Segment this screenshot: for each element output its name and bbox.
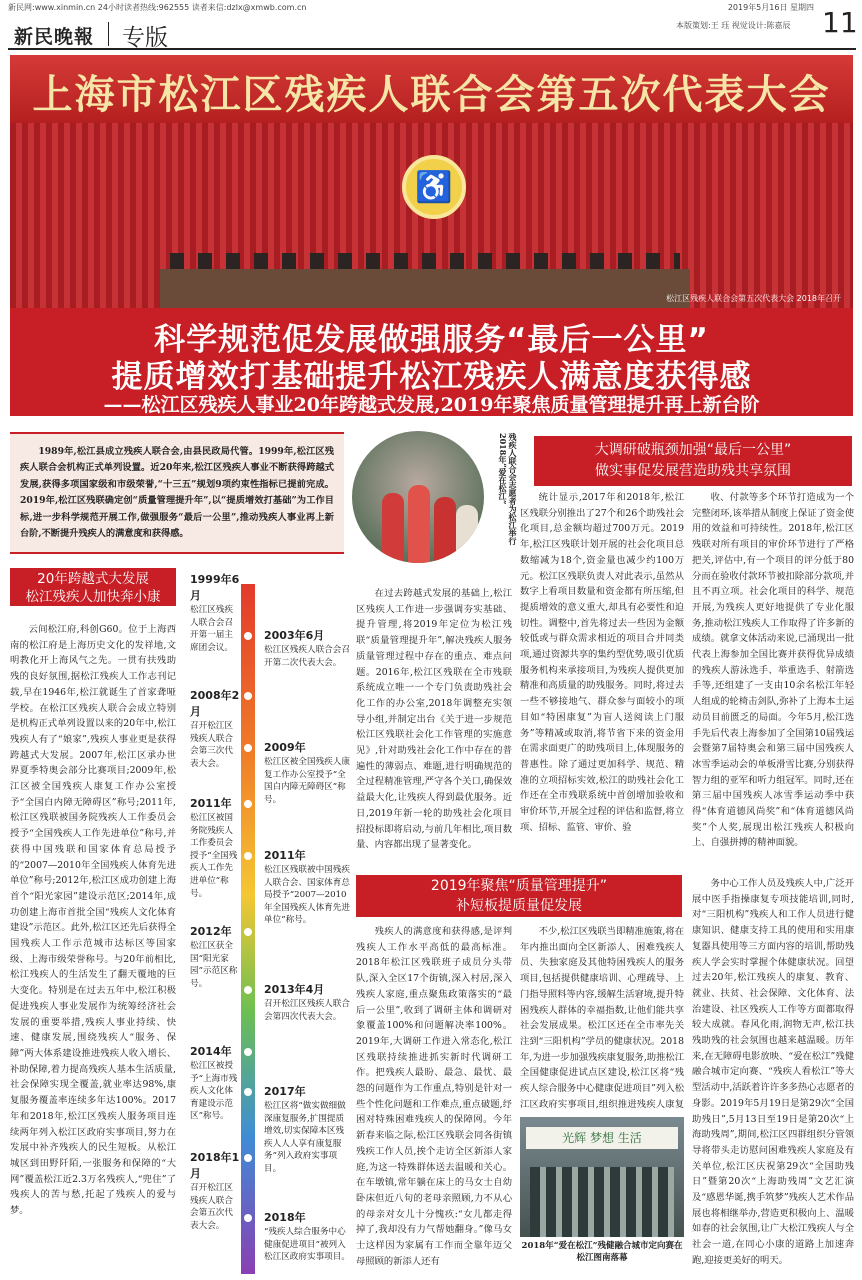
timeline-text: 松江区残疾人联合会召开第一届主席团会议。 xyxy=(190,605,233,653)
orienteering-photo xyxy=(520,1117,684,1237)
topbar-left: 新民网:www.xinmin.cn 24小时读者热线:962555 读者来信:dzlx@xmwb.com.cn xyxy=(8,3,307,12)
timeline-entry xyxy=(190,924,240,990)
intro-summary: 1989年,松江县成立残疾人联合会,由县民政局代管。1999年,松江区残疾人联合会机构正式单列设置。近20年来,松江区残疾人事业不断获得跨越式发展,获得多项国家级和市级荣誉,“十三五”规划9项约束性指标已提前完成。2019年,松江区残联确定创“质量管理提升年”,以“提质增效打基础”为工作目标,进一步科学规范开展工作,做强服务“最后一公里”,推动残疾人事业再上新台阶,不断提升残疾人的满意度和获得感。 xyxy=(10,432,344,554)
headline-line1: 科学规范促发展做强服务“最后一公里” xyxy=(154,322,709,358)
timeline-marker xyxy=(244,928,252,936)
timeline-entry xyxy=(264,982,350,1023)
conference-photo xyxy=(10,55,853,308)
small-photo-caption: 2018年“爱在松江”残健融合城市定向赛在松江图南落幕 xyxy=(521,1241,683,1263)
timeline-entry xyxy=(190,1150,240,1232)
federation-emblem-icon: ♿ xyxy=(402,155,466,219)
photo-caption: 松江区残疾人联合会第五次代表大会 2018年召开 xyxy=(666,294,841,303)
article-column-4a: 统计显示,2017年和2018年,松江区残联分别推出了27个和26个助残社会化项目,总金额均超过700万元。2019年,松江区残联计划开展的社会化项目总数缩减为18个,资金量也减少约100万元。松江区残联负责人对此表示,虽然从数字上看项目数量和资金都有所压缩,但提质增效的意义重大,却具有必要性和迫切性。调整中,首先将过去一些因为金额较低或与群众需求相近的项目合并同类项,通过资源共享的集约型优势,吸引优质服务机构来承接项目,为残疾人提供更加精准和高质量的助残服务。同时,将过去一些不够接地气、群众参与面较小的项目如“特困康复”为盲人送阅读上门服务”等精减或取消,将节省下来的资金用在需求面更广的助残项目上,体现服务的普惠性。除了通过更加科学、规范、精准的立项招标实效,松江的助残社会化工作还在全市残联系统中首创增加验收和审价环节,开展全过程的评估和监督,将立项、招标、监管、审价、验 xyxy=(520,492,684,833)
timeline-entry xyxy=(264,1210,350,1264)
timeline-text: 召开松江区残疾人联合会第四次代表大会。 xyxy=(264,999,350,1022)
timeline-marker xyxy=(244,1048,252,1056)
section-heading-line: 20年跨越式大发展 xyxy=(37,571,149,587)
timeline-year: 2008年2月 xyxy=(190,689,240,718)
timeline-year: 2011年 xyxy=(190,797,232,810)
timeline-year: 1999年6月 xyxy=(190,573,240,602)
timeline-marker xyxy=(244,632,252,640)
volunteer-photo xyxy=(352,431,484,563)
timeline-marker xyxy=(244,1214,252,1222)
timeline-marker xyxy=(244,692,252,700)
timeline-text: 松江区获全国“阳光家园”示范区称号。 xyxy=(190,941,238,989)
editor-credit: 本版策划:王 珏 视觉设计:陈嘉辰 xyxy=(676,21,791,30)
timeline-entry xyxy=(190,688,240,770)
article-column-5b: 务中心工作人员及残疾人中,广泛开展中医手指操康复专项技能培训,同时,对“三阳机构”残疾人和工作人员进行健康知识、健康支持工具的使用和实用康复器具使用等三方面内容的培训,帮助残疾人学会实时掌握个体健康状况。回望过去20年,松江残疾人的康复、教育、就业、扶贫、社会保障、文化体育、法治建设、社区残疾人工作等方面都取得较大成就。春风化雨,润物无声,松江扶残助残的社会氛围也越来越温暖。历年来,在无障碍电影放映、“爱在松江”残健融合城市定向赛、“残疾人看松江”等大型活动中,活跃着许许多多热心志愿者的身影。2019年5月19日是第29次“全国助残日”,5月13日至19日是第20次“上海助残周”,期间,松江区四群组织分管领导将带头走访慰问困难残疾人家庭及有关单位,松江区庆祝第29次“全国助残日”暨第20次“上海助残周”文艺汇演及“感恩华诞,携手筑梦”残疾人艺术作品展也将相继举办,营造更积极向上、温暖如春的社会氛围,让广大松江残疾人与全社会一道,在同心小康的道路上加速奔跑,迎接更美好的明天。 xyxy=(692,878,854,1266)
section-heading-line: 2019年聚焦“质量管理提升” xyxy=(430,878,608,894)
timeline-marker xyxy=(244,852,252,860)
timeline-text: 松江区被授予“上海市残疾人文化体育建设示范区”称号。 xyxy=(190,1061,238,1122)
article-column-1: 云间松江府,科创G60。位于上海西南的松江府是上海历史文化的发祥地,文明教化开上海风气之先。一贯有扶残助残的良好氛围,据松江残疾人工作志刊记载,早在1946年,松江就诞生了首家聋哑学校。在松江区残疾人联合会成立特别是机构正式单列设置以来的20年中,松江残疾人有了“娘家”,残疾人事业更是获得跨越式大发展。2007年,松江区承办世界夏季特奥会部分比赛项目;2009年,松江区被全国残疾人康复工作办公室授予“全国白内障无障碍区”称号;2011年,松江区残联被国务院残疾人工作委员会授予“全国残疾人工作先进单位”称号,并获得中国残联和国家体育总局授予的“2007—2010年全国残疾人体育先进单位”称号;2012年,松江区成功创建上海首个“阳光家园”建设示范区;2014年,成功创建上海市首批全国“残疾人文化体育建设”示范区。此外,松江区还先后获得全国残疾人工作示范城市达标区等国家级、上海市级荣誉称号。与20年前相比,松江残疾人的生活发生了翻天覆地的巨大变化。特别是在过去五年中,松江积极促进残疾人事业发展作为统筹经济社会发展的重要举措,残疾人事业持续、快速、健康发展,围绕残疾人“服务、保障”两大体系建设推进残疾人收入增长、补助保障,着力提高残疾人基本生活质量,社会保障实现全覆盖,就业率达98%,康复服务覆盖率连续多年达100%。2017年和2018年,松江区残疾人服务项目连续两年列入松江区政府实事项目,努力在发展中补齐残疾人的民生短板。从松江城区到田野阡陌,一张服务和保障的“大网”覆盖松江近2.3万名残疾人,“兜住”了残疾人的苦与愁,托起了残疾人的爱与梦。 xyxy=(10,624,176,1217)
timeline-entry xyxy=(264,848,350,927)
article-column-5a: 收、付款等多个环节打造成为一个完整闭环,该举措从制度上保证了资金使用的效益和可持续性。2018年,松江区残联对所有项目的审价环节进行了严格把关,评估中,有一个项目的评分低于80分而在验收付款环节被扣除部分款项,并且不再立项。社会化项目的科学、规范开展,为残疾人更好地提供了专业化服务,推动松江残疾人工作取得了许多新的成绩。就拿文体活动来说,已涌现出一批代表上海参加全国比赛并获得优异成绩的残疾人游泳选手、举重选手、射箭选手等,还组建了一支由10余名松江年轻人组成的轮椅击剑队,弥补了上海本土运动员目前匮乏的局面。今年5月,松江选手先后代表上海参加了全国第10届残运会暨第7届特奥会和第三届中国残疾人冰雪季运动会的单板滑雪比赛,分别获得智力组的亚军和听力组冠军。同时,还在第三届中国残疾人冰雪季运动季中获得“体育道德风尚奖”和“体育道德风尚奖”个人奖,展现出松江残疾人积极向上、自强拼搏的精神面貌。 xyxy=(692,492,854,849)
timeline-entry xyxy=(264,628,350,669)
event-banner: 光辉 梦想 生活 xyxy=(526,1127,678,1149)
banner-text: 上海市松江区残疾人联合会第五次代表大会 xyxy=(32,72,831,118)
timeline-entry xyxy=(190,1044,240,1123)
timeline-year: 2011年 xyxy=(264,849,306,862)
timeline-text: “残疾人综合服务中心健康促进项目”被列入松江区政府实事项目。 xyxy=(264,1227,350,1263)
timeline-marker xyxy=(244,1154,252,1162)
timeline-year: 2014年 xyxy=(190,1045,232,1058)
section-heading-quality xyxy=(356,875,682,917)
timeline-text: 松江区残联被中国残疾人联合会、国家体育总局授予“2007—2010年全国残疾人体育先进单位”称号。 xyxy=(264,865,350,926)
section-heading-research xyxy=(534,436,852,486)
crowd xyxy=(530,1167,674,1237)
article-column-3a: 在过去跨越式发展的基础上,松江区残疾人工作进一步强调夯实基础、提升管理,将2019年定位为松江残联“质量管理提升年”,解决残疾人服务质量管理过程中存在的重点、难点问题。2016年,松江区残联在全市残联系统成立唯一一个专门负责助残社会化工作的办公室,2018年调整充实领导小组,并制定出台《关于进一步规范松江区残联社会化工作管理的实施意见》,针对助残社会化工作中存在的普遍性的薄弱点、难题,进行明确规范的全过程精准管理,严守各个关口,确保效益最大化,让残疾人得到最优服务。近日,2019年新一轮的助残社会化项目招投标即将启动,与前几年相比,项目数量、内容都出现了显著变化。 xyxy=(356,588,512,851)
section-heading-development xyxy=(10,568,176,606)
timeline-marker xyxy=(244,800,252,808)
timeline-year: 2013年4月 xyxy=(264,983,325,996)
timeline-marker xyxy=(244,1088,252,1096)
timeline-text: 召开松江区残疾人联合会第三次代表大会。 xyxy=(190,721,233,769)
conference-banner xyxy=(10,55,853,123)
article-column-4b: 不少,松江区残联当即精准施策,将在年内推出面向全区新添人、困难残疾人员、失独家庭及其他特困残疾人的服务项目,包括提供健康培训、心理疏导、上门指导照料等内容,缓解生活窘境,提升特困残疾人群体的幸福指数,让他们能共享社会发展成果。松江区还在全市率先关注到“三阳机构”学员的健康状况。2018年,为进一步加强残疾康复服务,助推松江全国健康促进试点区建设,松江区将“残疾人综合服务中心健康促进项目”列入松江区政府实事项目,组织推进残疾人康复 xyxy=(520,926,684,1110)
timeline-entry xyxy=(190,572,240,654)
timeline-entry xyxy=(264,1084,350,1176)
timeline-year: 2018年 xyxy=(264,1211,306,1224)
timeline-marker xyxy=(244,986,252,994)
section-heading-line: 松江残疾人加快奔小康 xyxy=(25,589,161,605)
timeline-marker xyxy=(244,744,252,752)
section-title: 专版 xyxy=(122,25,168,51)
timeline-text: 召开松江区残疾人联合会第五次代表大会。 xyxy=(190,1183,233,1231)
timeline-text: 松江区被国务院残疾人工作委员会授予“全国残疾人工作先进单位”称号。 xyxy=(190,813,238,899)
timeline-entry xyxy=(264,740,350,806)
top-info-bar xyxy=(8,2,856,15)
topbar-date: 2019年5月16日 星期四 xyxy=(727,3,814,12)
timeline-marker xyxy=(244,576,252,584)
section-heading-line: 大调研破瓶颈加强“最后一公里” xyxy=(594,442,792,458)
circle-photo-caption: 残疾人联合会志愿者为松江举行2018年“爱在松江” xyxy=(498,433,518,545)
timeline-text: 松江区残疾人联合会召开第二次代表大会。 xyxy=(264,645,350,668)
page-number: 11 xyxy=(822,6,858,39)
section-heading-line: 补短板提质量促发展 xyxy=(456,898,582,914)
timeline-year: 2017年 xyxy=(264,1085,306,1098)
newspaper-logo: 新民晚報 xyxy=(14,26,95,48)
section-heading-line: 做实事促发展营造助残共享氛围 xyxy=(595,463,791,479)
presidium-table xyxy=(160,269,690,308)
timeline-year: 2018年1月 xyxy=(190,1151,240,1180)
masthead-divider xyxy=(108,22,109,46)
timeline-text: 松江区将“做实做细做深康复服务,扩围提质增效,切实保障本区残疾人人人享有康复服务”列入政府实事项目。 xyxy=(264,1101,346,1174)
timeline-entry xyxy=(190,796,240,900)
timeline-text: 松江区被全国残疾人康复工作办公室授予“全国白内障无障碍区”称号。 xyxy=(264,757,350,805)
headline-subtitle: ——松江区残疾人事业20年跨越式发展,2019年聚焦质量管理提升再上新台阶 xyxy=(103,394,760,416)
headline-line2: 提质增效打基础提升松江残疾人满意度获得感 xyxy=(111,359,752,395)
timeline-year: 2003年6月 xyxy=(264,629,325,642)
timeline-year: 2012年 xyxy=(190,925,232,938)
timeline-year: 2009年 xyxy=(264,741,306,754)
article-column-3b: 残疾人的满意度和获得感,是评判残疾人工作水平高低的最高标准。2018年松江区残联班子成员分头带队,深入全区17个街镇,深入村居,深入残疾人家庭,重点聚焦政策落实的“最后一公里”,收到了调研主体和调研对象覆盖100%和问题解决率100%。2019年,大调研工作进入常态化,松江区残联持续推进抓实新时代调研工作。把残疾人最盼、最急、最忧、最怨的问题作为工作重点,特别是针对一些个性化问题和工作难点,重点破题,纾困对特殊困难残疾人的保障网。今年新春来临之际,松江区残联会同各街镇残疾工作人员,挨个走访全区新添人家庭,为这一特殊群体送去温暖和关心。在车墩镇,常年躺在床上的马女士自幼卧床但近八旬的老母亲照顾,力不从心的母亲对女儿十分愧疚:“女儿都走得掉了,我却没有力气帮她翻身。”像马女士这样因为家属有工作而全靠年迈父母照顾的新添人还有 xyxy=(356,926,512,1267)
